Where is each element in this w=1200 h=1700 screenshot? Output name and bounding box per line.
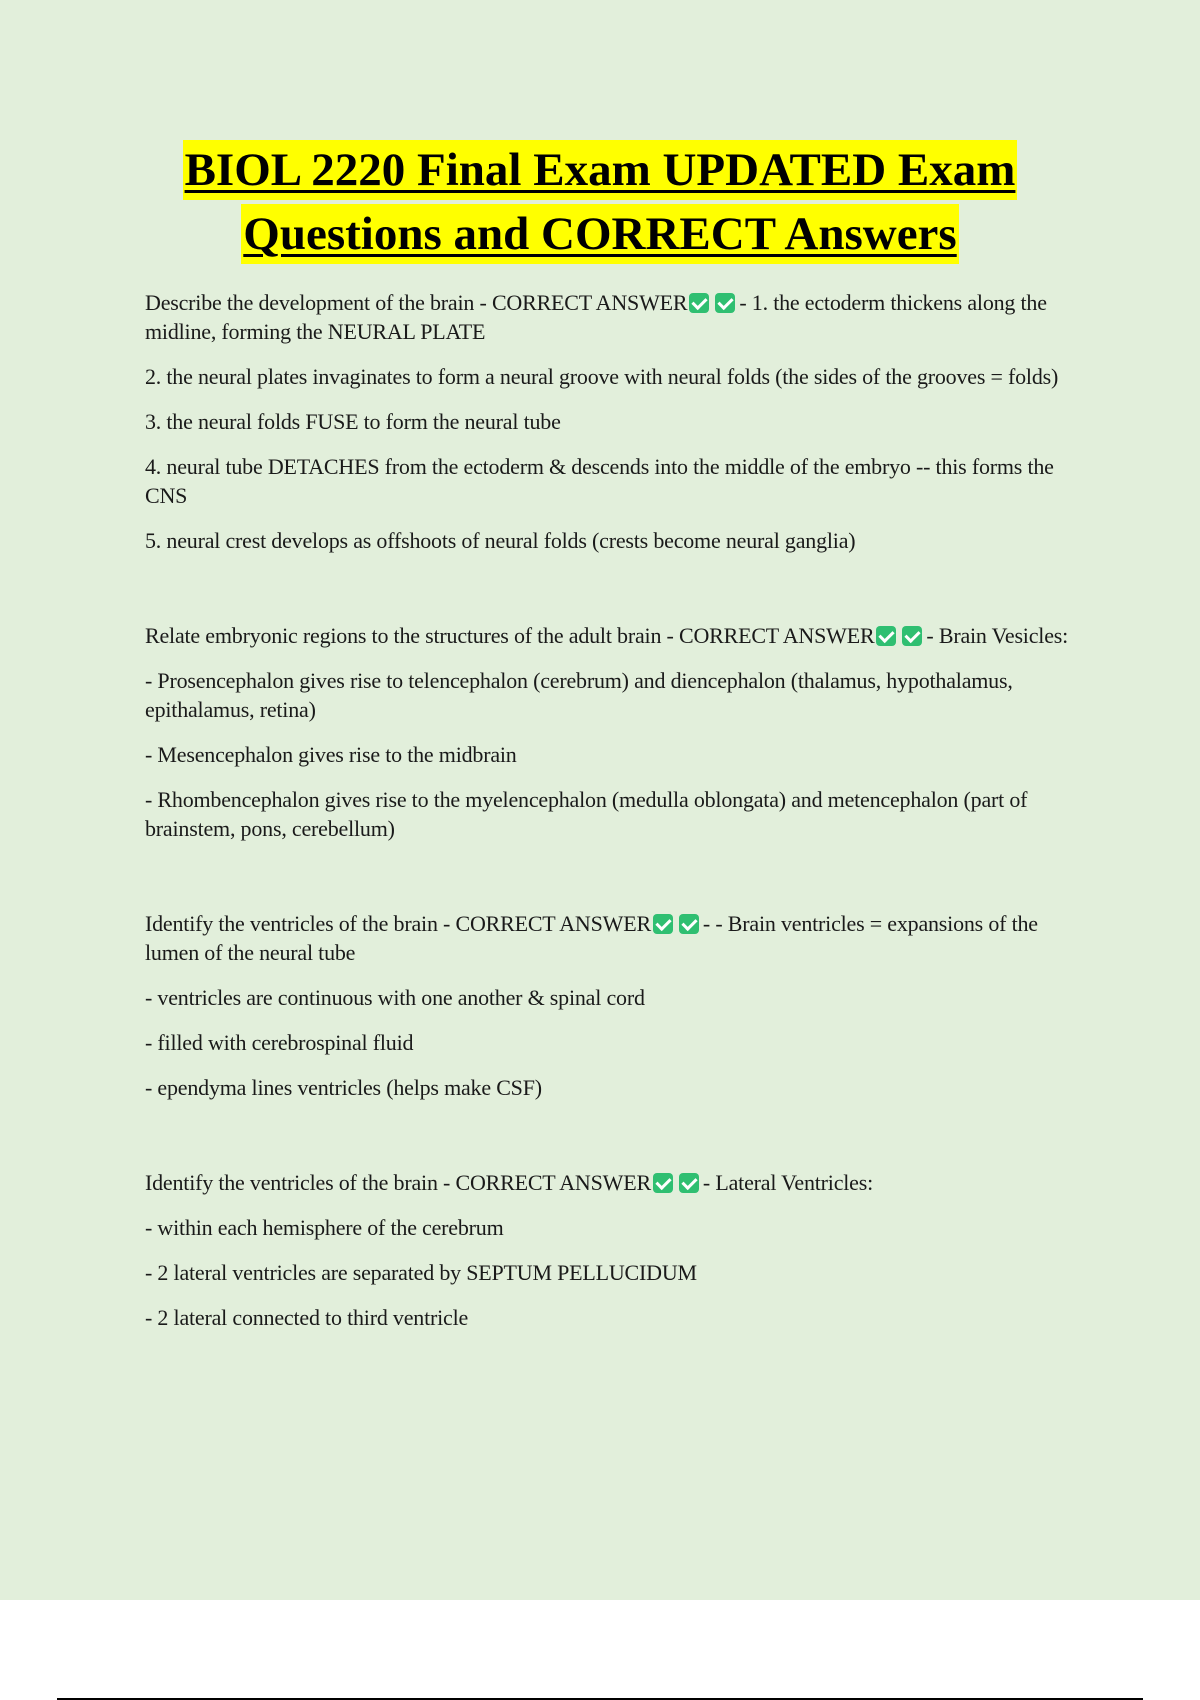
answer-line: - Mesencephalon gives rise to the midbrain xyxy=(145,742,517,767)
title-line-2: Questions and CORRECT Answers xyxy=(241,204,958,264)
question-line xyxy=(145,621,1075,650)
answer-line: 4. neural tube DETACHES from the ectoderm & descends into the middle of the embryo -- this forms the CNS xyxy=(145,454,1054,508)
question-text: Identify the ventricles of the brain - xyxy=(145,911,456,936)
check-mark-icon xyxy=(902,626,922,646)
check-mark-icon xyxy=(653,1173,673,1193)
check-mark-icon xyxy=(689,293,709,313)
check-mark-icon xyxy=(679,1173,699,1193)
question-text: Relate embryonic regions to the structures of the adult brain - xyxy=(145,623,679,648)
qa-item xyxy=(145,621,1075,843)
answer-line: - ependyma lines ventricles (helps make CSF) xyxy=(145,1075,542,1100)
answer-line: - 2 lateral ventricles are separated by SEPTUM PELLUCIDUM xyxy=(145,1260,697,1285)
answer-line: 5. neural crest develops as offshoots of neural folds (crests become neural ganglia) xyxy=(145,528,856,553)
answer-text: - - Brain ventricles = expansions of the lumen of the neural tube xyxy=(145,911,1038,965)
check-mark-icon xyxy=(679,914,699,934)
answer-marker: CORRECT ANSWER xyxy=(491,290,688,315)
question-text: Identify the ventricles of the brain - xyxy=(145,1170,456,1195)
answer-line: 3. the neural folds FUSE to form the neural tube xyxy=(145,409,561,434)
question-line xyxy=(145,909,1075,967)
check-mark-icon xyxy=(653,914,673,934)
answer-line: - within each hemisphere of the cerebrum xyxy=(145,1215,504,1240)
answer-line: - ventricles are continuous with one another & spinal cord xyxy=(145,985,645,1010)
check-mark-icon xyxy=(876,626,896,646)
answer-text: - 1. the ectoderm thickens along the midline, forming the NEURAL PLATE xyxy=(145,290,1047,344)
document-title xyxy=(0,140,1200,264)
question-line xyxy=(145,288,1075,346)
answer-line: - filled with cerebrospinal fluid xyxy=(145,1030,414,1055)
answer-line: - Prosencephalon gives rise to telencephalon (cerebrum) and diencephalon (thalamus, hypothalamus, epithalamus, retina) xyxy=(145,668,1013,722)
answer-line: 2. the neural plates invaginates to form a neural groove with neural folds (the sides of the grooves = folds) xyxy=(145,364,1059,389)
qa-item xyxy=(145,1168,1075,1332)
title-line-1: BIOL 2220 Final Exam UPDATED Exam xyxy=(183,140,1018,200)
question-text: Describe the development of the brain - xyxy=(145,290,492,315)
qa-content xyxy=(145,288,1075,1348)
answer-line: - 2 lateral connected to third ventricle xyxy=(145,1305,469,1330)
qa-item xyxy=(145,288,1075,555)
question-line xyxy=(145,1168,1075,1197)
answer-marker: CORRECT ANSWER xyxy=(455,1170,651,1195)
answer-line: - Rhombencephalon gives rise to the myelencephalon (medulla oblongata) and metencephalon (part of brainstem, pons, cerebellum) xyxy=(145,787,1028,841)
answer-text: - Brain Vesicles: xyxy=(926,623,1069,648)
check-mark-icon xyxy=(715,293,735,313)
answer-marker: CORRECT ANSWER xyxy=(678,623,875,648)
qa-item xyxy=(145,909,1075,1102)
answer-text: - Lateral Ventricles: xyxy=(702,1170,874,1195)
answer-marker: CORRECT ANSWER xyxy=(455,911,651,936)
